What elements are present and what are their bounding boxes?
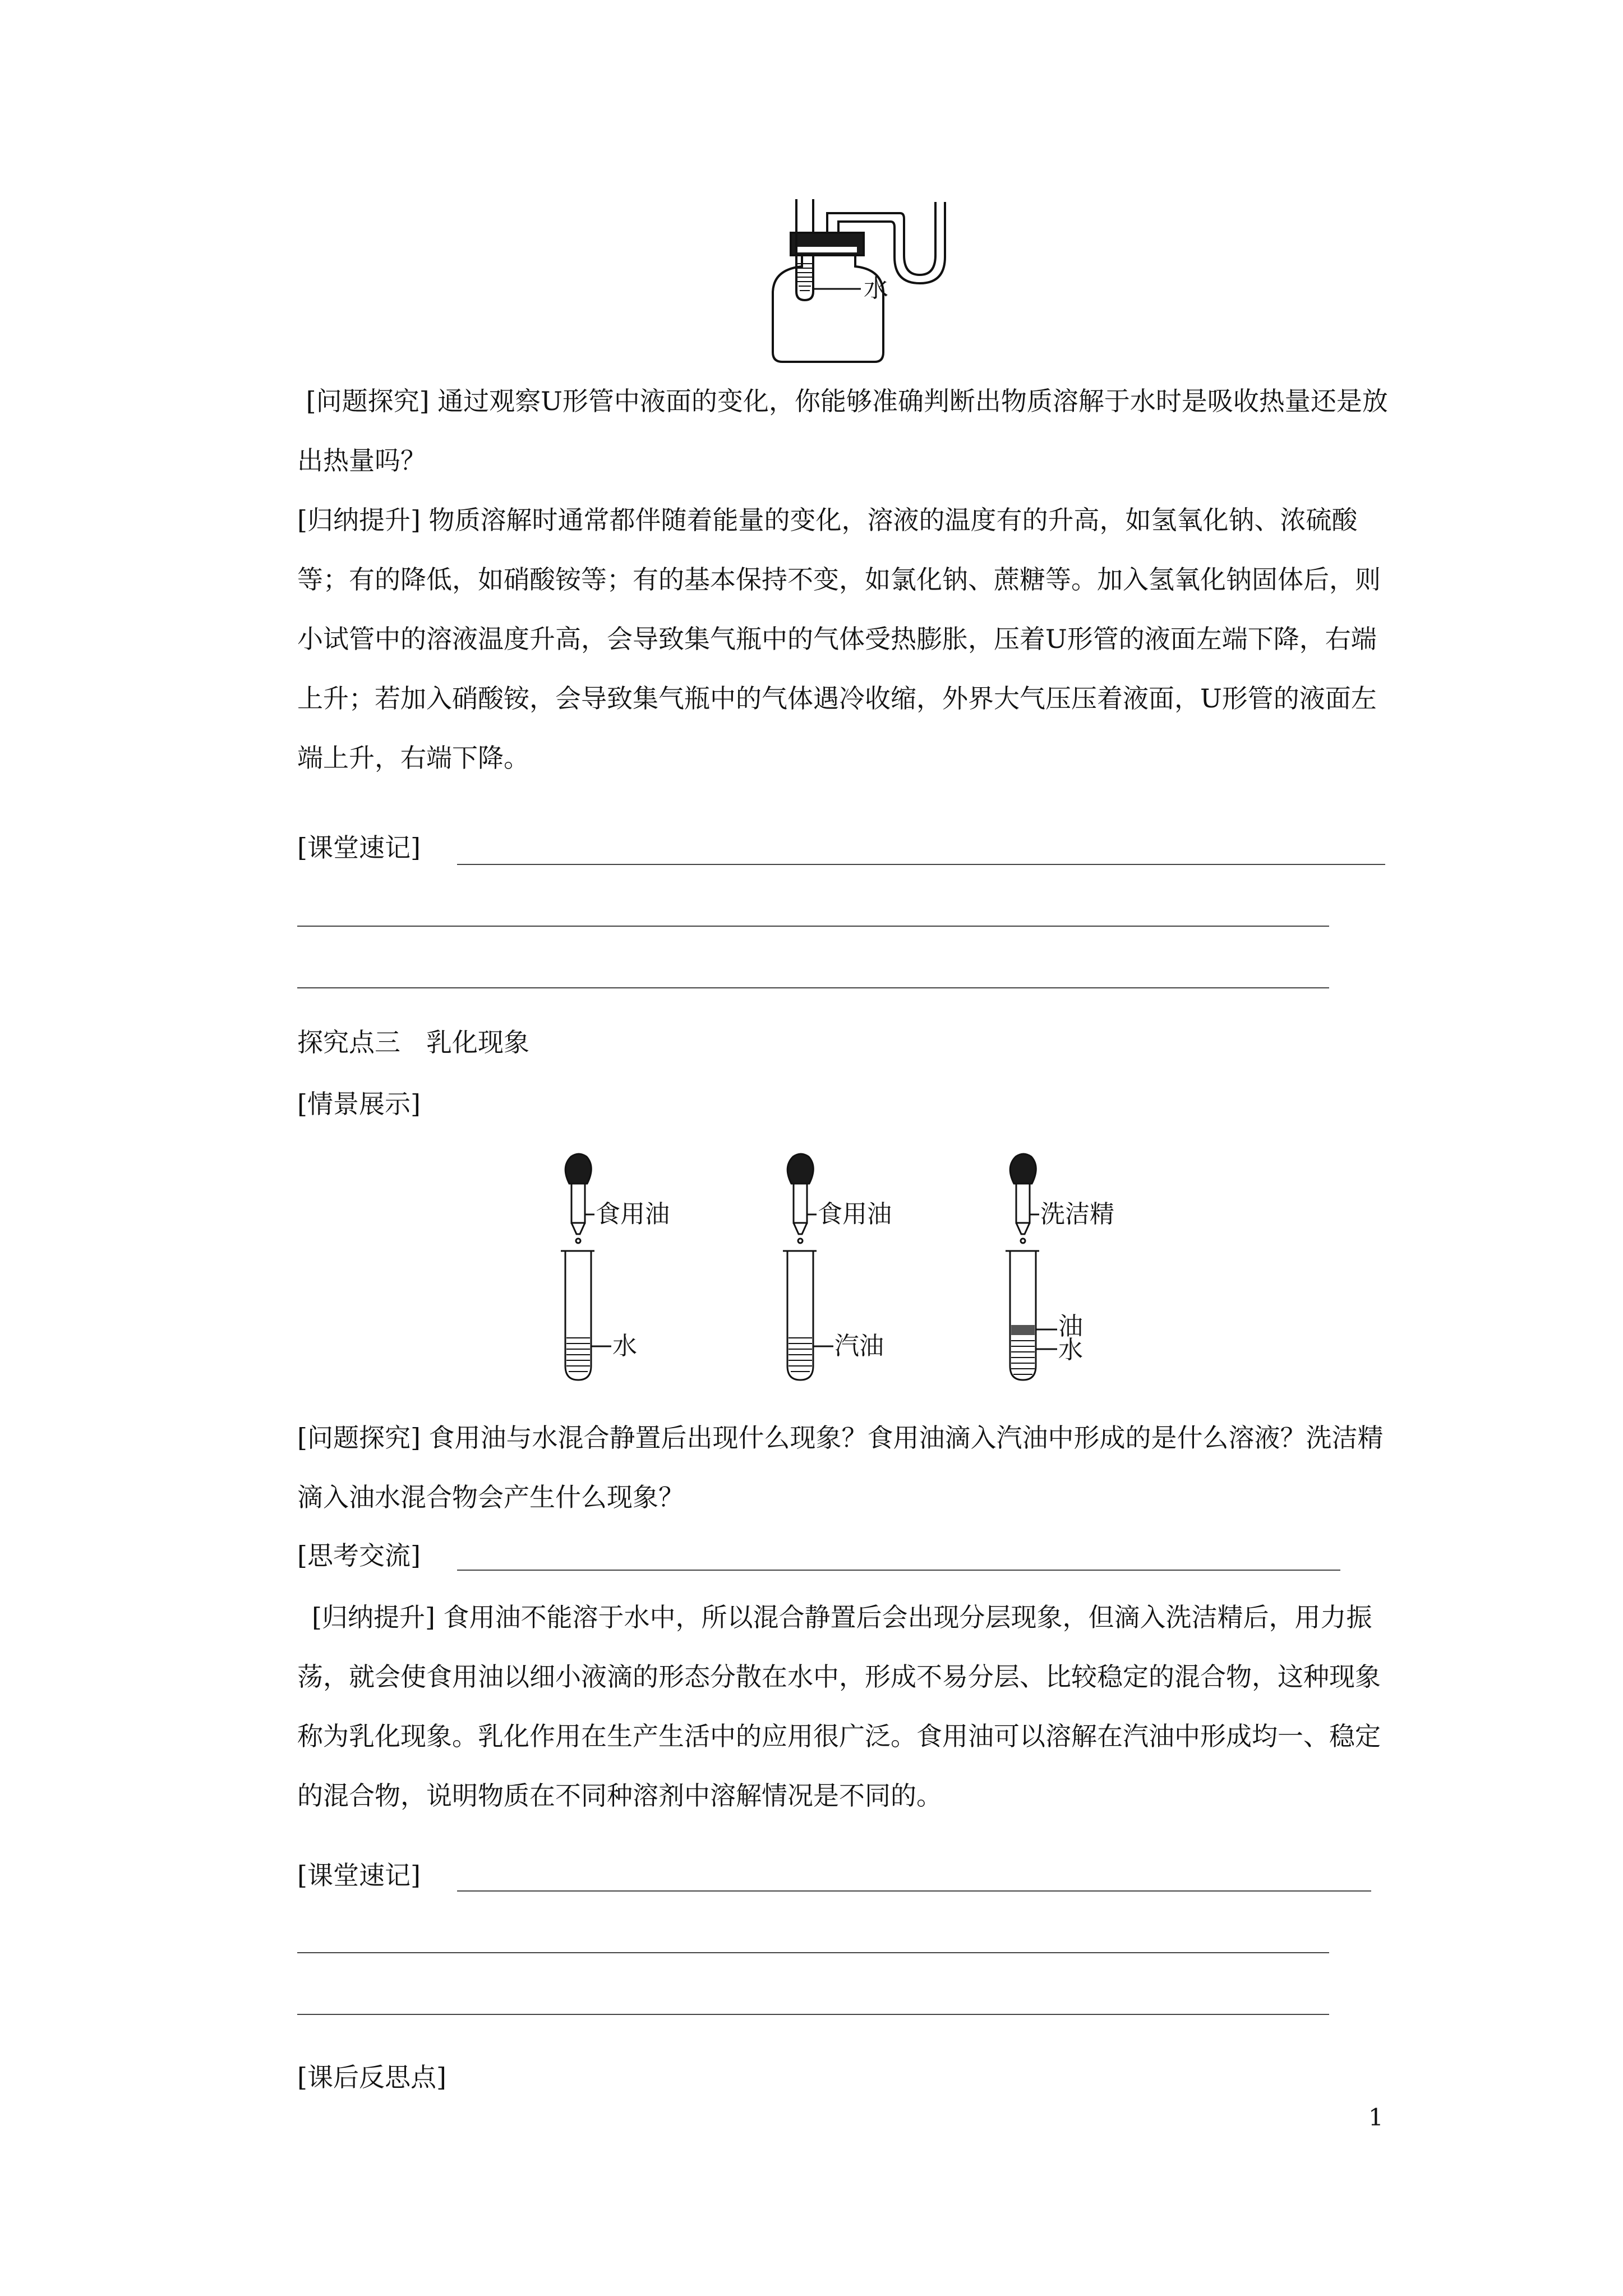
- tube2-dropper-label: 食用油: [818, 1200, 892, 1228]
- question-paragraph-2: [297, 1408, 1396, 1527]
- notes-row-2: [297, 1846, 1396, 1905]
- notes-line-2c[interactable]: [297, 2014, 1329, 2015]
- notes-line-1a[interactable]: [457, 864, 1385, 865]
- question-text-1: 通过观察U形管中液面的变化，你能够准确判断出物质溶解于水时是吸收热量还是放出热量吗？: [297, 386, 1388, 476]
- question-text-2: 食用油与水混合静置后出现什么现象？食用油滴入汽油中形成的是什么溶液？洗洁精滴入油水混合物会产生什么现象？: [297, 1423, 1384, 1512]
- discuss-row: [297, 1526, 1396, 1585]
- summary-text-1: 物质溶解时通常都伴随着能量的变化，溶液的温度有的升高，如氢氧化钠、浓硫酸等；有的降低，如硝酸铵等；有的基本保持不变，如氯化钠、蔗糖等。加入氢氧化钠固体后，则小试管中的溶液温度升高，会导致集气瓶中的气体受热膨胀，压着U形管的液面左端下降，右端上升；若加入硝酸铵，会导致集气瓶中的气体遇冷收缩，外界大气压压着液面，U形管的液面左端上升，右端下降。: [297, 505, 1381, 773]
- tube1-liquid-label: 水: [612, 1332, 637, 1360]
- notes-title-1: [课堂速记]: [297, 832, 421, 863]
- question-paragraph-1: [297, 371, 1396, 490]
- summary-paragraph-1: [297, 490, 1396, 788]
- summary-title-2: [归纳提升]: [312, 1602, 435, 1632]
- question-title-1: [问题探究]: [306, 386, 430, 416]
- reflection-title: [课后反思点]: [297, 2062, 446, 2092]
- section3-heading: 探究点三 乳化现象: [297, 1027, 529, 1057]
- notes-title-2: [课堂速记]: [297, 1860, 421, 1890]
- discuss-title: [思考交流]: [297, 1540, 421, 1571]
- question-title-2: [问题探究]: [297, 1423, 421, 1453]
- tube3-dropper-label: 洗洁精: [1040, 1200, 1114, 1228]
- summary-title-1: [归纳提升]: [297, 505, 421, 535]
- notes-row-1: [297, 818, 1396, 877]
- page-number: 1: [1368, 2104, 1384, 2131]
- summary-paragraph-2: [297, 1588, 1396, 1825]
- tube2-liquid-label: 汽油: [834, 1332, 884, 1360]
- figure1-water-label: 水: [864, 274, 888, 303]
- notes-line-2b[interactable]: [297, 1952, 1329, 1953]
- tube3-top-label: 油: [1058, 1312, 1083, 1341]
- notes-line-2a[interactable]: [457, 1890, 1371, 1892]
- scene-title: [情景展示]: [297, 1089, 421, 1119]
- tube3-bottom-label: 水: [1058, 1336, 1083, 1364]
- notes-line-1b[interactable]: [297, 926, 1329, 927]
- summary-text-2: 食用油不能溶于水中，所以混合静置后会出现分层现象，但滴入洗洁精后，用力振荡，就会使食用油以细小液滴的形态分散在水中，形成不易分层、比较稳定的混合物，这种现象称为乳化现象。乳化作用在生产生活中的应用很广泛。食用油可以溶解在汽油中形成均一、稳定的混合物，说明物质在不同种溶剂中溶解情况是不同的。: [297, 1602, 1381, 1811]
- notes-line-1c[interactable]: [297, 987, 1329, 988]
- tube1-dropper-label: 食用油: [596, 1200, 670, 1228]
- discuss-line[interactable]: [457, 1570, 1340, 1571]
